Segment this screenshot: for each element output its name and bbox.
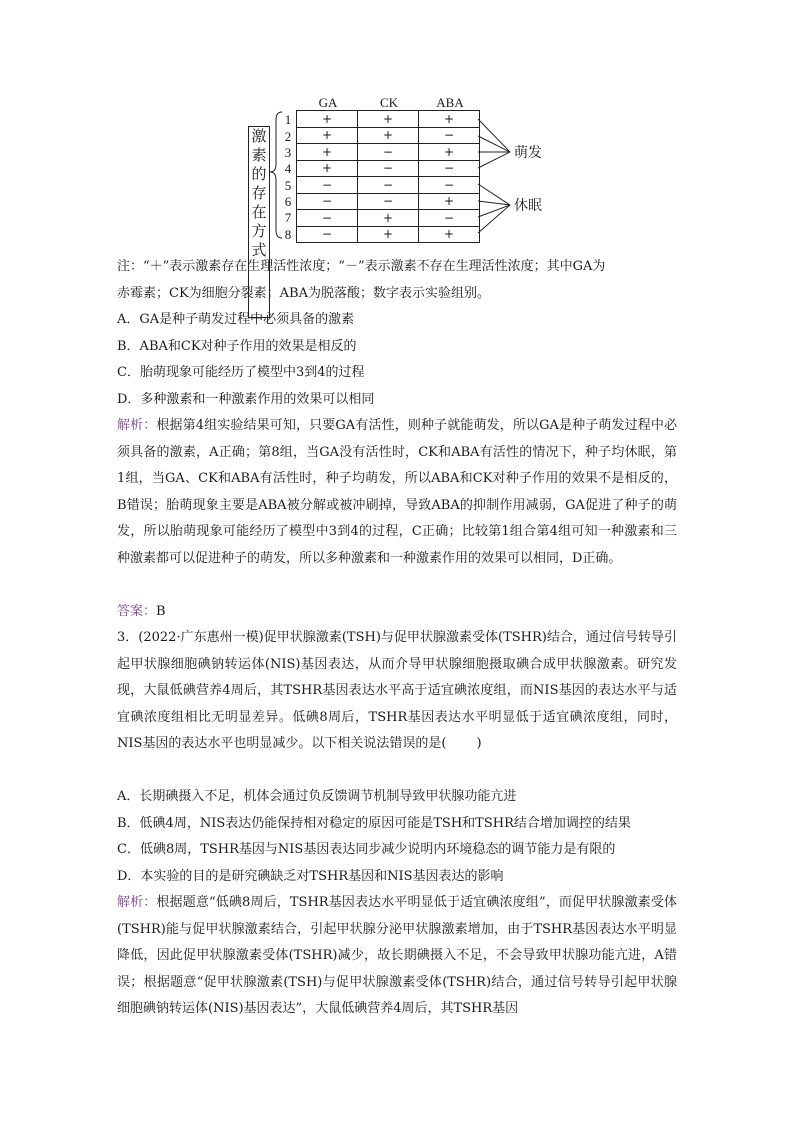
side-label-char: 在 [251,203,267,221]
hormone-table [296,110,480,243]
option-c: C．胎萌现象可能经历了模型中3到4的过程 [117,365,365,380]
question-stem-end: ) [476,736,482,751]
side-label-char: 素 [251,146,267,164]
table-cell: + [358,210,419,227]
q2-options [117,307,677,413]
option-a: A．长期碘摄入不足，机体会通过负反馈调节机制导致甲状腺功能亢进 [117,789,517,804]
analysis-label: 解析： [117,418,157,433]
table-cell: − [419,160,480,177]
row-number: 5 [284,178,292,193]
option-b: B．ABA和CK对种子作用的效果是相反的 [117,338,357,354]
question-stem [117,625,677,758]
row-number: 4 [284,161,292,176]
row-number: 2 [284,129,292,144]
table-cell: − [358,144,419,161]
table-cell: + [358,111,419,128]
question-stem-text: 3．(2022·广东惠州一模)促甲状腺激素(TSH)与促甲状腺激素受体(TSHR)结合，通过信号转导引起甲状腺细胞碘钠转运体(NIS)基因表达，从而介导甲状腺细胞摄取碘合成甲状腺激素。研究发现，大鼠低碘营养4周后，其TSHR基因表达水平高于适宜碘浓度组，而NIS基因的表达水平与适宜碘浓度组相比无明显差异。低碘8周后，TSHR基因表达水平明显低于适宜碘浓度组，同时，NIS基因的表达水平也明显减少。以下相关说法错误的是( [117,630,677,751]
analysis-paragraph [117,890,677,1023]
column-header-aba: ABA [436,95,464,110]
table-row [297,177,480,194]
table-row [297,160,480,177]
q2-answer [117,599,677,626]
table-cell: − [419,177,480,194]
table-cell: + [297,160,358,177]
table-cell: + [297,144,358,161]
table-row [297,127,480,144]
q2-analysis [117,413,677,572]
column-header-ga: GA [318,95,338,110]
analysis-paragraph [117,413,677,572]
row-number: 8 [284,227,292,242]
table-cell: − [297,226,358,243]
table-cell: + [419,226,480,243]
note-line: 注：“＋”表示激素存在生理活性浓度；“－”表示激素不存在生理活性浓度；其中GA为 [117,259,606,274]
table-cell: + [297,111,358,128]
side-label-char: 的 [251,165,267,183]
table-cell: + [419,193,480,210]
analysis-label: 解析： [117,895,157,910]
q3-analysis [117,890,677,1023]
table-row [297,111,480,128]
side-label-char: 式 [251,241,267,259]
answer-value: B [156,604,166,619]
table-cell: + [419,144,480,161]
column-header-ck: CK [379,95,399,110]
table-cell: − [419,127,480,144]
table-cell: − [358,193,419,210]
table-cell: + [297,127,358,144]
row-number: 6 [284,194,292,209]
table-cell: − [297,210,358,227]
q3-options [117,784,677,890]
figure-note [117,254,677,307]
table-cell: − [297,177,358,194]
analysis-text: 根据第4组实验结果可知，只要GA有活性，则种子就能萌发，所以GA是种子萌发过程中必须具备的激素，A正确；第8组，当GA没有活性时，CK和ABA有活性的情况下，种子均休眠，第1组，当GA、CK和ABA有活性时，种子均萌发，所以ABA和CK对种子作用的效果不是相反的，B错误；胎萌现象主要是ABA被分解或被冲刷掉，导致ABA的抑制作用减弱，GA促进了种子的萌发，所以胎萌现象可能经历了模型中3到4的过程，C正确；比较第1组合第4组可知一种激素和三种激素都可以促进种子的萌发，所以多种激素和一种激素作用的效果可以相同，D正确。 [117,418,677,566]
hormone-model-figure [248,92,558,259]
row-number: 7 [284,210,292,225]
option-a: A．GA是种子萌发过程中必须具备的激素 [117,312,355,327]
option-d: D．本实验的目的是研究碘缺乏对TSHR基因和NIS基因表达的影响 [117,868,504,884]
side-label-char: 存 [251,184,267,202]
table-cell: − [419,210,480,227]
option-b: B．低碘4周，NIS表达仍能保持相对稳定的原因可能是TSH和TSHR结合增加调控的结果 [117,815,631,831]
option-d: D．多种激素和一种激素作用的效果可以相同 [117,391,375,407]
table-cell: + [358,127,419,144]
table-row [297,144,480,161]
option-c: C．低碘8周，TSHR基因与NIS基因表达同步减少说明内环境稳态的调节能力是有限的 [117,842,616,857]
outcome-germinate-label: 萌发 [514,145,542,161]
analysis-text: 根据题意“低碘8周后，TSHR基因表达水平明显低于适宜碘浓度组”，而促甲状腺激素受体(TSHR)能与促甲状腺激素结合，引起甲状腺分泌甲状腺激素增加，由于TSHR基因表达水平明显降低，因此促甲状腺激素受体(TSHR)减少，故长期碘摄入不足，不会导致甲状腺功能亢进，A错误；根据题意“促甲状腺激素(TSH)与促甲状腺激素受体(TSHR)结合，通过信号转导引起甲状腺细胞碘钠转运体(NIS)基因表达”，大鼠低碘营养4周后，其TSHR基因 [117,895,677,1016]
table-row [297,210,480,227]
note-line: 赤霉素；CK为细胞分裂素；ABA为脱落酸；数字表示实验组别。 [117,285,490,301]
side-label-char: 激 [251,127,267,145]
table-cell: − [297,193,358,210]
outcome-dormant-label: 休眠 [514,198,542,214]
answer-label: 答案： [117,604,157,619]
row-number: 3 [284,145,292,160]
side-label-char: 方 [251,222,267,240]
table-row [297,226,480,243]
table-row [297,193,480,210]
table-cell: − [358,177,419,194]
row-number: 1 [284,112,292,127]
q3-stem [117,625,677,758]
table-cell: − [358,160,419,177]
answer-line [117,599,677,626]
table-cell: + [419,111,480,128]
table-cell: + [358,226,419,243]
